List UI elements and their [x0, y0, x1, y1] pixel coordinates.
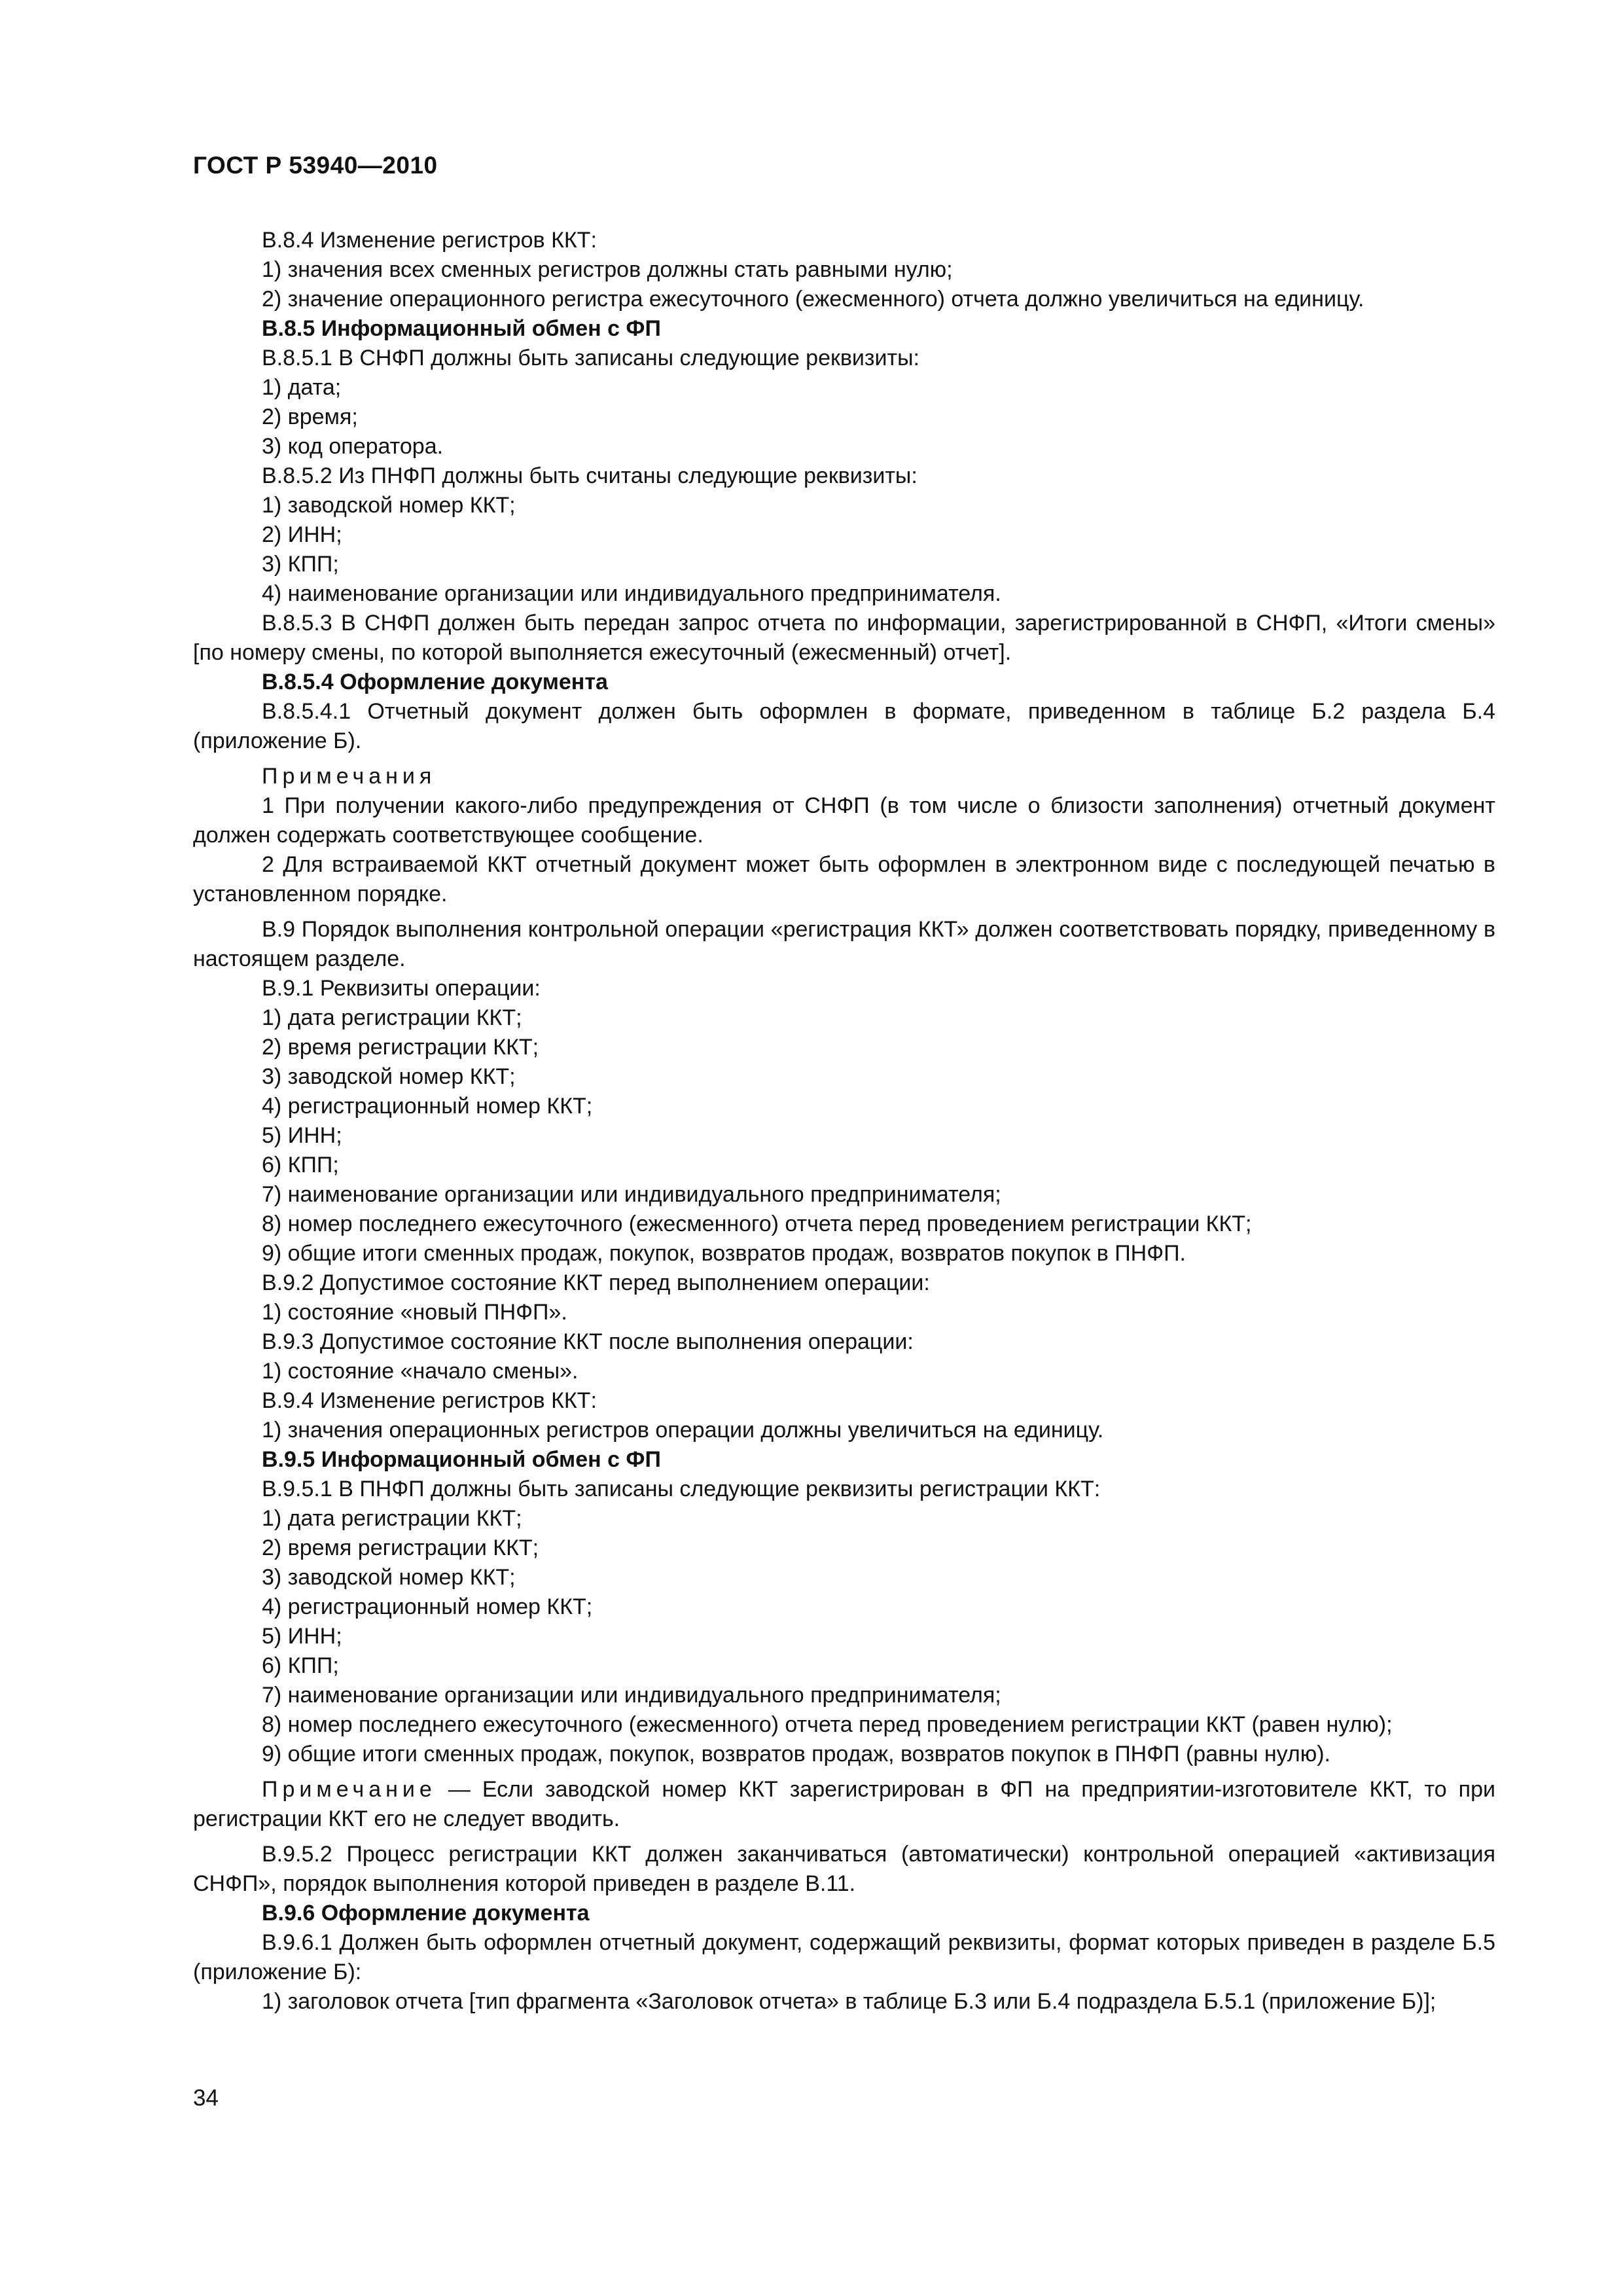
document-body — [193, 226, 1495, 2017]
list-item: 9) общие итоги сменных продаж, покупок, возвратов продаж, возвратов покупок в ПНФП (равны нулю). — [262, 1742, 1330, 1767]
list-item: 6) КПП; — [262, 1653, 339, 1678]
paragraph: В.8.5.2 Из ПНФП должны быть считаны следующие реквизиты: — [262, 463, 918, 488]
list-item: 2) время регистрации ККТ; — [262, 1035, 539, 1060]
paragraph: В.8.5.3 В СНФП должен быть передан запрос отчета по информации, зарегистрированной в СНФП, «Итоги смены» [по номеру смены, по которой выполняется ежесуточный (ежесменный) отчет]. — [193, 611, 1495, 665]
list-item: 8) номер последнего ежесуточного (ежесменного) отчета перед проведением регистрации ККТ; — [262, 1211, 1252, 1236]
list-item: 1) состояние «новый ПНФП». — [262, 1300, 567, 1325]
note-item: 1 При получении какого-либо предупреждения от СНФП (в том числе о близости заполнения) отчетный документ должен содержать соответствующее сообщение. — [193, 793, 1495, 848]
list-item: 1) дата; — [262, 375, 342, 400]
document-header: ГОСТ Р 53940—2010 — [193, 152, 438, 179]
list-item: 2) время; — [262, 404, 358, 429]
list-item: 1) значения всех сменных регистров должны стать равными нулю; — [262, 257, 953, 282]
list-item: 8) номер последнего ежесуточного (ежесменного) отчета перед проведением регистрации ККТ (равен нулю); — [262, 1712, 1393, 1737]
paragraph: В.9.4 Изменение регистров ККТ: — [262, 1388, 597, 1413]
paragraph: В.9.5.2 Процесс регистрации ККТ должен заканчиваться (автоматически) контрольной операцией «активизация СНФП», порядок выполнения которой приведен в разделе В.11. — [193, 1842, 1495, 1896]
paragraph: В.9.6.1 Должен быть оформлен отчетный документ, содержащий реквизиты, формат которых приведен в разделе Б.5 (приложение Б): — [193, 1930, 1495, 1984]
notes-heading: Примечания — [262, 764, 437, 789]
list-item: 1) дата регистрации ККТ; — [262, 1005, 522, 1030]
section-b84-title: В.8.4 Изменение регистров ККТ: — [262, 228, 597, 253]
paragraph: В.9 Порядок выполнения контрольной операции «регистрация ККТ» должен соответствовать порядку, приведенному в настоящем разделе. — [193, 917, 1495, 971]
list-item: 1) заводской номер ККТ; — [262, 493, 516, 518]
paragraph: В.9.1 Реквизиты операции: — [262, 976, 541, 1001]
list-item: 9) общие итоги сменных продаж, покупок, возвратов продаж, возвратов покупок в ПНФП. — [262, 1241, 1186, 1266]
paragraph: В.9.2 Допустимое состояние ККТ перед выполнением операции: — [262, 1270, 930, 1295]
note-paragraph — [193, 1775, 1495, 1834]
list-item: 1) значения операционных регистров операции должны увеличиться на единицу. — [262, 1418, 1104, 1443]
note-item: 2 Для встраиваемой ККТ отчетный документ может быть оформлен в электронном виде с последующей печатью в установленном порядке. — [193, 852, 1495, 906]
page-number: 34 — [193, 2085, 219, 2111]
list-item: 5) ИНН; — [262, 1123, 342, 1148]
paragraph: В.9.5.1 В ПНФП должны быть записаны следующие реквизиты регистрации ККТ: — [262, 1477, 1101, 1501]
list-item: 2) значение операционного регистра ежесуточного (ежесменного) отчета должно увеличиться на единицу. — [262, 287, 1364, 312]
section-heading: В.8.5.4 Оформление документа — [262, 670, 608, 694]
list-item: 7) наименование организации или индивидуального предпринимателя; — [262, 1182, 1001, 1207]
list-item: 1) заголовок отчета [тип фрагмента «Заголовок отчета» в таблице Б.3 или Б.4 подраздела Б.5.1 (приложение Б)]; — [262, 1989, 1436, 2014]
list-item: 4) регистрационный номер ККТ; — [262, 1094, 593, 1119]
list-item: 3) заводской номер ККТ; — [262, 1064, 516, 1089]
note-label: Примечание — [262, 1777, 437, 1802]
list-item: 2) ИНН; — [262, 522, 342, 547]
paragraph: В.9.3 Допустимое состояние ККТ после выполнения операции: — [262, 1329, 914, 1354]
list-item: 5) ИНН; — [262, 1624, 342, 1649]
paragraph: В.8.5.4.1 Отчетный документ должен быть оформлен в формате, приведенном в таблице Б.2 раздела Б.4 (приложение Б). — [193, 699, 1495, 753]
note-text: — Если заводской номер ККТ зарегистрирован в ФП на предприятии-изготовителе ККТ, то при регистрации ККТ его не следует вводить. — [193, 1777, 1495, 1831]
list-item: 3) заводской номер ККТ; — [262, 1565, 516, 1590]
list-item: 3) код оператора. — [262, 434, 444, 459]
list-item: 6) КПП; — [262, 1153, 339, 1177]
section-heading: В.9.6 Оформление документа — [262, 1901, 590, 1926]
list-item: 1) состояние «начало смены». — [262, 1359, 579, 1384]
section-heading: В.8.5 Информационный обмен с ФП — [262, 316, 661, 341]
paragraph: В.8.5.1 В СНФП должны быть записаны следующие реквизиты: — [262, 346, 919, 370]
list-item: 1) дата регистрации ККТ; — [262, 1506, 522, 1531]
section-heading: В.9.5 Информационный обмен с ФП — [262, 1447, 661, 1472]
list-item: 3) КПП; — [262, 552, 339, 577]
list-item: 7) наименование организации или индивидуального предпринимателя; — [262, 1683, 1001, 1708]
list-item: 4) регистрационный номер ККТ; — [262, 1594, 593, 1619]
list-item: 2) время регистрации ККТ; — [262, 1535, 539, 1560]
list-item: 4) наименование организации или индивидуального предпринимателя. — [262, 581, 1001, 606]
